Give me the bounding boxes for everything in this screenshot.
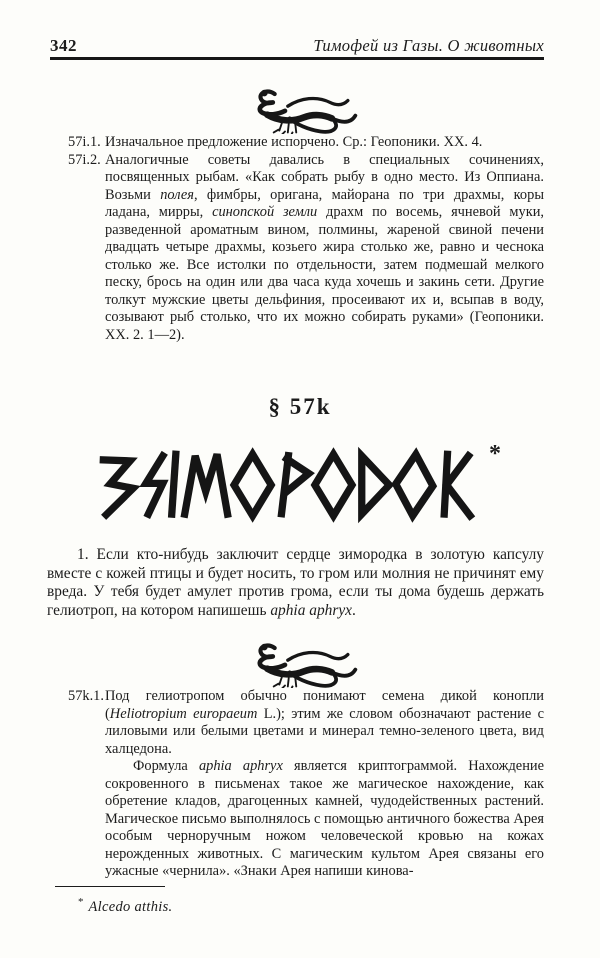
title-footnote-marker: * [489,441,501,467]
lizard-icon [239,638,361,688]
entry-label: 57k.1. [68,688,104,704]
footnote [78,896,544,916]
commentary-section-57i [68,134,544,344]
footnote-rule [55,886,165,887]
entry-label: 57i.1. [68,134,101,150]
footnote-text: Alcedo atthis. [88,898,173,915]
lizard-icon [239,84,361,134]
commentary-section-57k [68,688,544,881]
entry-text [105,758,544,881]
text-run: , фимбры, оригана, майорана по три драхмы, коры ладана, мирры, [105,186,544,220]
footnote-marker: * [78,896,84,908]
text-run: Изначальное предложение испорчено. Ср.: Геопоники. XX. 4. [105,134,483,150]
entry-label: 57i.2. [68,151,101,168]
text-run-italic: aphia aphryx [270,602,352,620]
text-run-italic: Heliotropium europaeum [109,705,258,722]
section-heading: § 57k [268,394,332,419]
main-paragraph [47,546,544,621]
page-header [50,36,544,56]
chapter-title [0,441,600,524]
lizard-ornament-middle [0,638,600,688]
text-run: драхм по восемь, ячневой муки, разведенной ароматным вином, полмины, жареной свиной печени двадцать четыре драхмы, козьего жира столько же, равно и чеснока столько же. Все истолки по отдельности, затем подмешай мелкого песку, брось на один или два часа куда хочешь и закинь сети. Другие толкут мужские цветы дельфиния, просеивают их и, всыпав в воду, созывают рыб столько, что их можно собирать руками» (Геопоники. XX. 2. 1—2). [105,204,545,343]
entry-text [105,152,544,345]
text-run: Формула [133,758,199,774]
chapter-title-display [99,446,479,524]
commentary-entry-57i2 [68,152,544,345]
text-run-italic: синопской земли [212,204,318,220]
text-run: L.); этим же словом обозначают растение с лиловыми или белыми цветами и минерал темно-зеленого цвета, вид халцедона. [105,705,544,757]
commentary-entry-57i1 [68,134,544,152]
header-rule [50,57,544,60]
commentary-entry-57k1 [68,688,544,881]
text-run-italic: полея [160,186,194,203]
lizard-ornament-top [0,84,600,134]
running-title: Тимофей из Газы. О животных [313,36,544,55]
text-run: Аналогичные советы давались в специальных сочинениях, посвященных рыбам. «Как собрать рыбу в одно место. Из Оппиана. Возьми [105,151,544,203]
entry-text [105,134,544,152]
entry-text [105,688,544,758]
page-number: 342 [50,36,77,55]
text-run-italic: aphia aphryx [198,758,283,774]
text-run: . [352,602,356,620]
text-run: является криптограммой. Нахождение сокровенного в письменах такое же магическое нахождение, как обретение кладов, драгоценных камней, чудодейственных растений. Магическое письмо выполнялось с помощью античного божества Арея особым черноручным ножом человеческой кровью на кожах нерожденных животных. С магическим культом Арея связаны его ужасные «чернила». «Знаки Арея напиши кинова- [105,758,544,879]
text-run: 1. Если кто-нибудь заключит сердце зимородка в золотую капсулу вместе с кожей птицы и будет носить, то гром или молния не причинят ему вреда. У тебя будет амулет против грома, если ты дома будешь держать гелиотроп, на котором напишешь [47,546,544,620]
text-run: Под гелиотропом обычно понимают семена дикой конопли ( [105,688,544,722]
